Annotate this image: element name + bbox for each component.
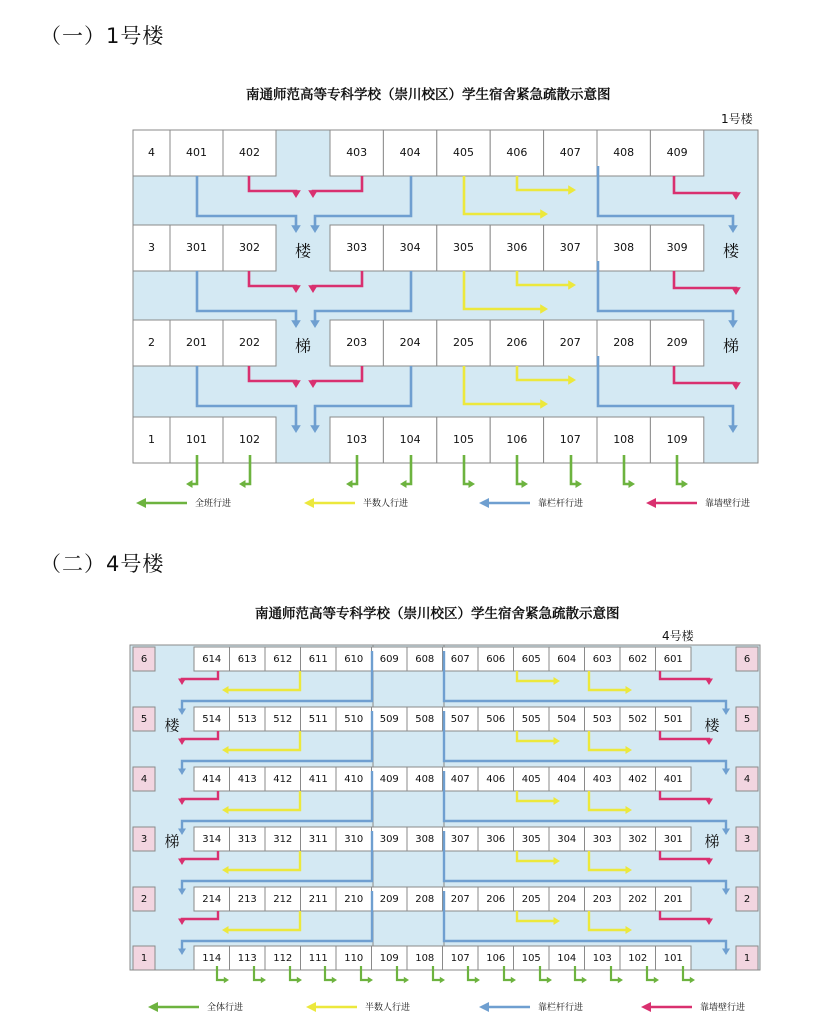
room-number: 102 bbox=[628, 953, 648, 964]
legend-label: 全体行进 bbox=[207, 1003, 244, 1013]
legend-label: 靠墙壁行进 bbox=[700, 1003, 746, 1013]
room-number: 307 bbox=[559, 241, 581, 254]
room-number: 401 bbox=[186, 146, 207, 159]
room-number: 412 bbox=[273, 774, 293, 785]
room-number: 114 bbox=[202, 953, 222, 964]
floor-number: 5 bbox=[140, 714, 148, 725]
room-number: 609 bbox=[379, 654, 399, 665]
floor-number: 1 bbox=[148, 433, 155, 446]
room-number: 511 bbox=[308, 714, 328, 725]
room-number: 508 bbox=[415, 714, 435, 725]
room-number: 301 bbox=[663, 834, 683, 845]
room-number: 204 bbox=[557, 894, 577, 905]
floor-number: 4 bbox=[743, 774, 751, 785]
room-number: 303 bbox=[592, 834, 612, 845]
section2-legend bbox=[0, 1000, 822, 1018]
room-number: 309 bbox=[666, 241, 688, 254]
section2-title: 南通师范高等专科学校（崇川校区）学生宿舍紧急疏散示意图 bbox=[255, 606, 620, 622]
room-number: 313 bbox=[237, 834, 257, 845]
room-number: 305 bbox=[453, 241, 474, 254]
room-number: 105 bbox=[521, 953, 541, 964]
room-number: 510 bbox=[344, 714, 364, 725]
room-number: 502 bbox=[628, 714, 648, 725]
room-number: 504 bbox=[557, 714, 577, 725]
legend-label: 半数人行进 bbox=[365, 1003, 411, 1013]
room-number: 110 bbox=[344, 953, 364, 964]
room-number: 206 bbox=[486, 894, 506, 905]
room-number: 406 bbox=[506, 146, 528, 159]
room-number: 212 bbox=[273, 894, 293, 905]
room-number: 307 bbox=[450, 834, 470, 845]
room-number: 208 bbox=[613, 336, 635, 349]
floor-number: 2 bbox=[140, 894, 148, 905]
room-number: 303 bbox=[346, 241, 368, 254]
legend-item bbox=[640, 1000, 745, 1013]
room-number: 206 bbox=[506, 336, 528, 349]
room-number: 203 bbox=[592, 894, 612, 905]
floor-number: 5 bbox=[743, 714, 751, 725]
room-number: 614 bbox=[202, 654, 222, 665]
room-number: 512 bbox=[273, 714, 293, 725]
room-number: 612 bbox=[273, 654, 293, 665]
room-number: 107 bbox=[450, 953, 470, 964]
room-number: 309 bbox=[379, 834, 399, 845]
green-arrow-head bbox=[618, 977, 623, 983]
room-number: 210 bbox=[344, 894, 364, 905]
green-arrow-head bbox=[475, 977, 480, 983]
room-number: 408 bbox=[415, 774, 435, 785]
room-number: 207 bbox=[559, 336, 581, 349]
room-number: 405 bbox=[521, 774, 541, 785]
green-arrow-head bbox=[297, 977, 302, 983]
room-number: 108 bbox=[613, 433, 635, 446]
room-number: 111 bbox=[308, 953, 328, 964]
legend-item bbox=[478, 1000, 583, 1013]
floor-number: 1 bbox=[743, 953, 751, 964]
floor-number: 4 bbox=[148, 146, 155, 159]
room-number: 306 bbox=[486, 834, 506, 845]
room-number: 613 bbox=[237, 654, 257, 665]
stair-char: 梯 bbox=[294, 336, 312, 356]
legend-label: 靠墙壁行进 bbox=[705, 499, 751, 509]
stair-char: 楼 bbox=[704, 716, 720, 735]
room-number: 501 bbox=[663, 714, 683, 725]
room-number: 409 bbox=[666, 146, 688, 159]
legend-arrow-icon bbox=[147, 1001, 201, 1013]
room-number: 105 bbox=[453, 433, 474, 446]
room-number: 213 bbox=[237, 894, 257, 905]
floor-number: 2 bbox=[743, 894, 751, 905]
green-arrow-head bbox=[440, 977, 445, 983]
room-number: 202 bbox=[628, 894, 648, 905]
legend-arrow-icon bbox=[305, 1001, 359, 1013]
legend-arrow-icon bbox=[640, 1001, 694, 1013]
floor-number: 3 bbox=[743, 834, 751, 845]
room-number: 403 bbox=[346, 146, 368, 159]
room-number: 205 bbox=[453, 336, 474, 349]
room-number: 503 bbox=[592, 714, 612, 725]
floor-number: 6 bbox=[140, 654, 148, 665]
legend-label: 靠栏杆行进 bbox=[538, 499, 584, 509]
section1-heading: （一）1号楼 bbox=[40, 24, 165, 48]
room-number: 201 bbox=[663, 894, 683, 905]
stair-char: 楼 bbox=[294, 241, 312, 261]
legend-label: 靠栏杆行进 bbox=[538, 1003, 584, 1013]
room-number: 101 bbox=[663, 953, 683, 964]
room-number: 106 bbox=[486, 953, 506, 964]
room-number: 608 bbox=[415, 654, 435, 665]
room-number: 204 bbox=[399, 336, 421, 349]
room-number: 108 bbox=[415, 953, 435, 964]
legend-label: 半数人行进 bbox=[363, 499, 409, 509]
room-number: 112 bbox=[273, 953, 293, 964]
room-number: 610 bbox=[344, 654, 364, 665]
stair-char: 梯 bbox=[704, 832, 720, 851]
room-number: 109 bbox=[666, 433, 688, 446]
room-number: 413 bbox=[237, 774, 257, 785]
green-arrow-head bbox=[654, 977, 659, 983]
room-number: 305 bbox=[521, 834, 541, 845]
room-number: 603 bbox=[592, 654, 612, 665]
room-number: 507 bbox=[450, 714, 470, 725]
stair-char: 楼 bbox=[164, 716, 180, 735]
room-number: 301 bbox=[186, 241, 207, 254]
green-arrow-head bbox=[690, 977, 695, 983]
room-number: 308 bbox=[613, 241, 635, 254]
green-arrow-head bbox=[582, 977, 587, 983]
room-number: 607 bbox=[450, 654, 470, 665]
room-number: 211 bbox=[308, 894, 328, 905]
green-arrow-head bbox=[224, 977, 229, 983]
room-number: 209 bbox=[379, 894, 399, 905]
legend-item bbox=[147, 1000, 243, 1013]
room-number: 402 bbox=[628, 774, 648, 785]
room-number: 408 bbox=[613, 146, 635, 159]
room-number: 103 bbox=[346, 433, 368, 446]
legend-item bbox=[305, 1000, 410, 1013]
green-arrow-head bbox=[261, 977, 266, 983]
legend-label: 全班行进 bbox=[195, 499, 232, 509]
room-number: 205 bbox=[521, 894, 541, 905]
room-number: 505 bbox=[521, 714, 541, 725]
room-number: 405 bbox=[453, 146, 474, 159]
room-number: 107 bbox=[559, 433, 581, 446]
green-arrow-head bbox=[511, 977, 516, 983]
room-number: 209 bbox=[666, 336, 688, 349]
section2-heading: （二）4号楼 bbox=[40, 552, 165, 576]
room-number: 404 bbox=[399, 146, 421, 159]
green-arrow-head bbox=[368, 977, 373, 983]
green-arrow-head bbox=[547, 977, 552, 983]
room-number: 414 bbox=[202, 774, 222, 785]
floor-number: 3 bbox=[148, 241, 155, 254]
room-number: 605 bbox=[521, 654, 541, 665]
green-arrow-head bbox=[404, 977, 409, 983]
room-number: 513 bbox=[237, 714, 257, 725]
room-number: 312 bbox=[273, 834, 293, 845]
room-number: 214 bbox=[202, 894, 222, 905]
room-number: 409 bbox=[379, 774, 399, 785]
room-number: 103 bbox=[592, 953, 612, 964]
room-number: 306 bbox=[506, 241, 528, 254]
section1-title: 南通师范高等专科学校（崇川校区）学生宿舍紧急疏散示意图 bbox=[246, 87, 611, 103]
floor-number: 3 bbox=[140, 834, 148, 845]
room-number: 611 bbox=[308, 654, 328, 665]
room-number: 407 bbox=[559, 146, 581, 159]
room-number: 101 bbox=[186, 433, 207, 446]
room-number: 601 bbox=[663, 654, 683, 665]
room-number: 402 bbox=[239, 146, 260, 159]
room-number: 314 bbox=[202, 834, 222, 845]
room-number: 411 bbox=[308, 774, 328, 785]
room-number: 404 bbox=[557, 774, 577, 785]
floor-number: 2 bbox=[148, 336, 155, 349]
room-number: 602 bbox=[628, 654, 648, 665]
room-number: 202 bbox=[239, 336, 260, 349]
floor-number: 6 bbox=[743, 654, 751, 665]
stair-char: 梯 bbox=[164, 832, 180, 851]
room-number: 514 bbox=[202, 714, 222, 725]
floor-number: 1 bbox=[140, 953, 148, 964]
room-number: 406 bbox=[486, 774, 506, 785]
room-number: 304 bbox=[557, 834, 577, 845]
room-number: 308 bbox=[415, 834, 435, 845]
room-number: 302 bbox=[628, 834, 648, 845]
room-number: 506 bbox=[486, 714, 506, 725]
room-number: 401 bbox=[663, 774, 683, 785]
room-number: 106 bbox=[506, 433, 528, 446]
legend-arrow-icon bbox=[478, 1001, 532, 1013]
room-number: 203 bbox=[346, 336, 368, 349]
room-number: 104 bbox=[399, 433, 421, 446]
room-number: 113 bbox=[237, 953, 257, 964]
room-number: 102 bbox=[239, 433, 260, 446]
room-number: 604 bbox=[557, 654, 577, 665]
room-number: 311 bbox=[308, 834, 328, 845]
room-number: 104 bbox=[557, 953, 577, 964]
room-number: 109 bbox=[379, 953, 399, 964]
section1-building-label: 1号楼 bbox=[721, 112, 753, 126]
room-number: 304 bbox=[399, 241, 421, 254]
floor-number: 4 bbox=[140, 774, 148, 785]
room-number: 201 bbox=[186, 336, 207, 349]
room-number: 606 bbox=[486, 654, 506, 665]
room-number: 410 bbox=[344, 774, 364, 785]
room-number: 407 bbox=[450, 774, 470, 785]
room-number: 207 bbox=[450, 894, 470, 905]
room-number: 509 bbox=[379, 714, 399, 725]
green-arrow-head bbox=[332, 977, 337, 983]
stair-char: 楼 bbox=[722, 241, 740, 261]
stair-char: 梯 bbox=[722, 336, 740, 356]
room-number: 310 bbox=[344, 834, 364, 845]
room-number: 302 bbox=[239, 241, 260, 254]
room-number: 208 bbox=[415, 894, 435, 905]
section2-building-label: 4号楼 bbox=[662, 629, 694, 643]
room-number: 403 bbox=[592, 774, 612, 785]
